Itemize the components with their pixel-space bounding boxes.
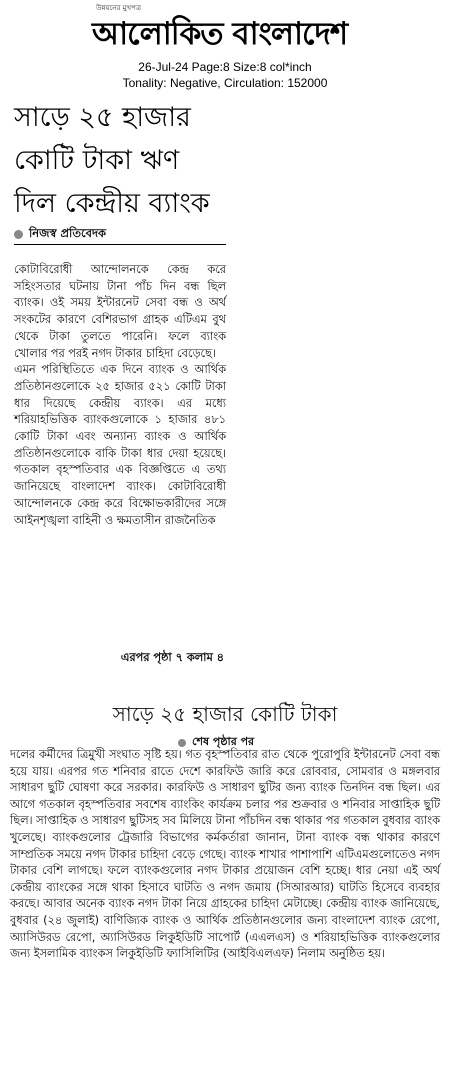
byline-divider [14,244,226,245]
clipping-info-tonality: Tonality: Negative, Circulation: 152000 [122,76,328,90]
bullet-dot-icon [14,230,23,239]
masthead [0,0,450,60]
article-paragraph: কোটাবিরোধী আন্দোলনকে কেন্দ্র করে সহিংসতার ঘটনায় টানা পাঁচ দিন বন্ধ ছিল ব্যাংক। ওই সময় ইন্টারনেট সেবা বন্ধ ও অর্থ সংকটের কারণে বেশিরভাগ গ্রাহক এটিএম বুথ থেকে টাকা তুলতে পারেনি। ফলে ব্যাংক খোলার পর পরই নগদ টাকার চাহিদা বেড়েছে। [14,263,226,360]
continuation-paragraph: দলের কর্মীদের ত্রিমুখী সংঘাত সৃষ্টি হয়। গত বৃহস্পতিবার রাত থেকে পুরোপুরি ইন্টারনেট সেবা বন্ধ হয়ে যায়। এরপর গত শনিবার রাতে দেশে কারফিউ জারি করে রোববার, সোমবার ও মঙ্গলবার সাধারণ ছুটি ঘোষণা করে সরকার। কারফিউ ও সাধারণ ছুটির জন্য ব্যাংক তিনদিন বন্ধ ছিল। এর আগে গতকাল বৃহস্পতিবার সবশেষ ব্যাংকিং কার্যক্রম চলার পর শুক্রবার ও শনিবার সাপ্তাহিক ছুটি ছিল। সাপ্তাহিক ও সাধারণ ছুটিসহ সব মিলিয়ে টানা পাঁচদিন বন্ধ থাকার পর গতকাল বুধবার ব্যাংক খুলেছে। ব্যাংকগুলোর ট্রেজারি বিভাগের কর্মকর্তারা জানান, টানা ব্যাংক বন্ধ থাকার কারণে সাম্প্রতিক সময়ে নগদ টাকার চাহিদা বেড়ে গেছে। ব্যাংক শাখার পাশাপাশি এটিএমগুলোতেও নগদ টাকার বেশি লাগছে। ফলে ব্যাংকগুলোর নগদ টাকার প্রয়োজন বেশি হচ্ছে। ধার নেয়া এই অর্থ কেন্দ্রীয় ব্যাংকের সঙ্গে থাকা হিসাবে ঘাটতি ও নগদ জমায় (সিআরআর) ঘাটতি হিসেবে ব্যবহার করছে। আবার অনেক ব্যাংক নগদ টাকা নিয়ে গ্রাহকের চাহিদা মেটাচ্ছে। কেন্দ্রীয় ব্যাংক জানিয়েছে, বুধবার (২৪ জুলাই) বাণিজ্যিক ব্যাংক ও আর্থিক প্রতিষ্ঠানগুলোর জন্য বাংলাদেশ ব্যাংক রেপো, অ্যাসিউরড রেপো, অ্যাসিউরড লিকুইডিটি সাপোর্ট (এএলএস) ও শরিয়াহভিত্তিক ব্যাংকগুলোর জন্য ইসলামিক ব্যাংকস লিকুইডিটি ফ্যাসিলিটির (আইবিএলএফ) নিলাম অনুষ্ঠিত হয়। [10,748,440,961]
headline-line: কোটি টাকা ঋণ [14,145,180,176]
newspaper-logo: আলোকিত বাংলাদেশ [92,16,348,52]
byline-text: নিজস্ব প্রতিবেদক [29,226,107,240]
article-body [14,262,226,529]
bullet-dot-icon [178,739,186,747]
continuation-body [10,747,440,963]
continuation-headline: সাড়ে ২৫ হাজার কোটি টাকা [112,702,338,726]
headline-line: সাড়ে ২৫ হাজার [14,102,191,133]
article-headline [14,96,226,225]
continued-on-label: এরপর পৃষ্ঠা ৭ কলাম ৪ [120,651,224,664]
article-paragraph: এমন পরিস্থিতিতে এক দিনে ব্যাংক ও আর্থিক প্রতিষ্ঠানগুলোকে ২৫ হাজার ৫২১ কোটি টাকা ধার দিয়েছে কেন্দ্রীয় ব্যাংক। এর মধ্যে শরিয়াহভিত্তিক ব্যাংকগুলোকে ১ হাজার ৪৮১ কোটি টাকা এবং অন্যান্য ব্যাংক ও আর্থিক প্রতিষ্ঠানগুলোকে বাকি টাকা ধার দেয়া হয়েছে। গতকাল বৃহস্পতিবার এক বিজ্ঞপ্তিতে এ তথ্য জানিয়েছে বাংলাদেশ ব্যাংক। কোটাবিরোধী আন্দোলনকে কেন্দ্র করে বিক্ষোভকারীদের সঙ্গে আইনশৃঙ্খলা বাহিনী ও ক্ষমতাসীন রাজনৈতিক [14,363,226,527]
main-article [14,96,226,664]
byline [14,225,106,244]
continuation-label-text: শেষ পৃষ্ঠার পর [192,735,255,748]
headline-line: দিল কেন্দ্রীয় ব্যাংক [14,188,210,219]
continuation-article [10,700,440,961]
masthead-tagline: উন্নয়নের মুখপত্র [96,4,142,12]
clipping-info-date-page: 26-Jul-24 Page:8 Size:8 col*inch [138,60,312,74]
